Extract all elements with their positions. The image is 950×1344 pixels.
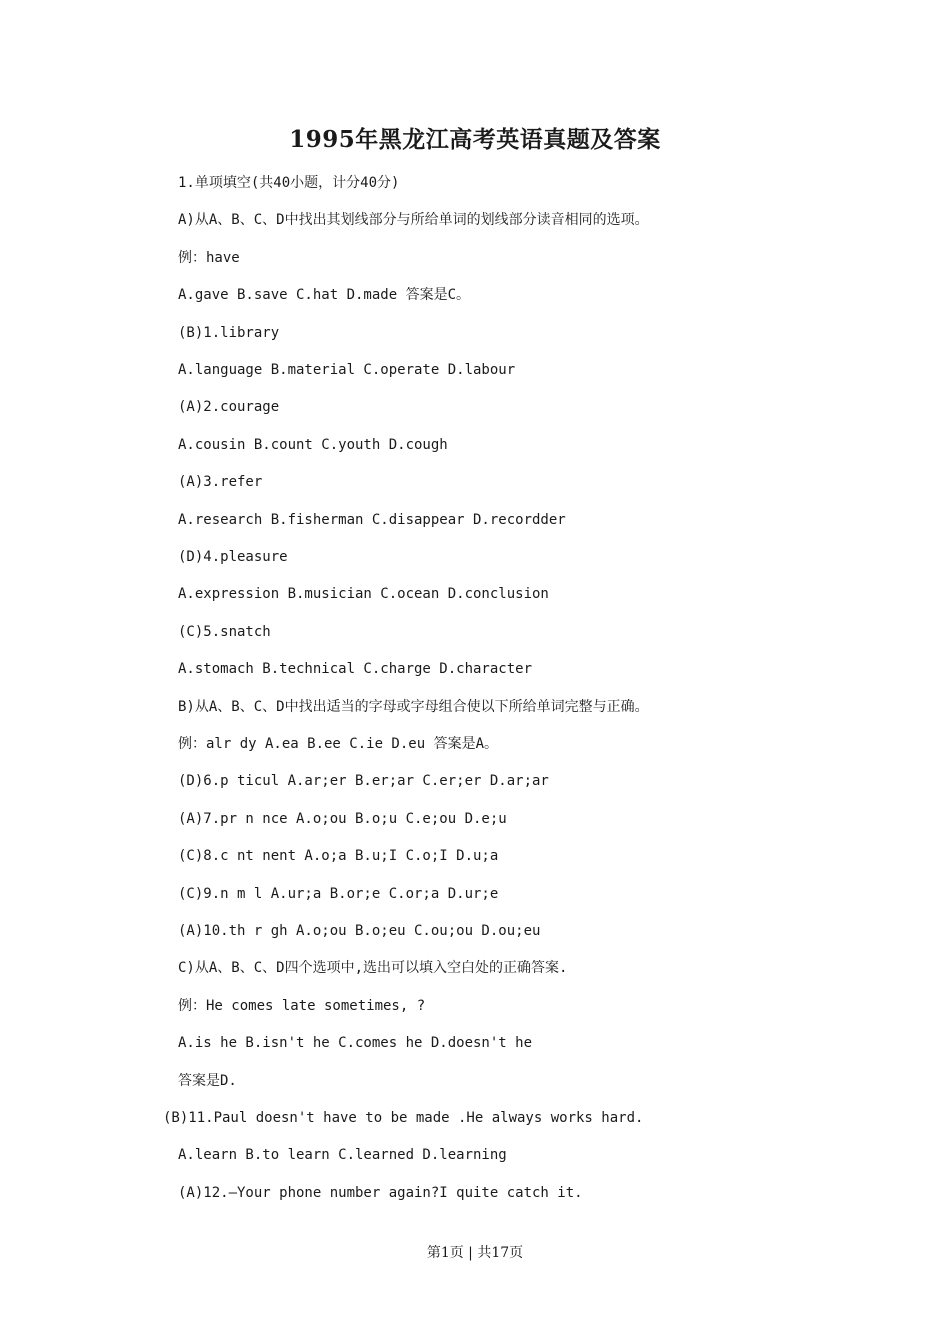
- text-line: A.expression B.musician C.ocean D.conclusion: [178, 586, 549, 603]
- text-line: A.learn B.to learn C.learned D.learning: [178, 1147, 507, 1164]
- text-line: (B)11.Paul doesn't have to be made .He always works hard.: [163, 1110, 644, 1126]
- text-line: 答案是D.: [178, 1072, 237, 1089]
- text-line: 1.单项填空(共40小题，计分40分): [178, 175, 400, 191]
- text-line: A.language B.material C.operate D.labour: [178, 362, 516, 378]
- text-line: A.gave B.save C.hat D.made 答案是C。: [178, 287, 471, 304]
- text-line: B)从A、B、C、D中找出适当的字母或字母组合使以下所给单词完整与正确。: [178, 698, 649, 715]
- text-line: (A)2.courage: [178, 399, 280, 416]
- text-line: (A)3.refer: [178, 474, 263, 491]
- text-line: C)从A、B、C、D四个选项中,选出可以填入空白处的正确答案.: [178, 960, 568, 977]
- text-line: (B)1.library: [178, 324, 280, 341]
- text-line: 例：have: [178, 249, 240, 266]
- text-line: (D)6.p ticul A.ar;er B.er;ar C.er;er D.ar;ar: [178, 773, 549, 790]
- text-line: A.research B.fisherman C.disappear D.recordder: [178, 511, 566, 528]
- text-line: (C)9.n m l A.ur;a B.or;e C.or;a D.ur;e: [178, 885, 499, 902]
- text-line: (A)7.pr n nce A.o;ou B.o;u C.e;ou D.e;u: [178, 810, 507, 827]
- text-line: A.stomach B.technical C.charge D.character: [178, 661, 533, 678]
- document-title: 1995年黑龙江高考英语真题及答案: [289, 126, 661, 153]
- text-line: A.is he B.isn't he C.comes he D.doesn't he: [178, 1035, 533, 1052]
- text-line: (A)10.th r gh A.o;ou B.o;eu C.ou;ou D.ou;eu: [178, 923, 541, 939]
- text-line: 例：He comes late sometimes, ?: [178, 997, 426, 1014]
- text-line: (A)12.—Your phone number again?I quite catch it.: [178, 1184, 583, 1201]
- text-line: A)从A、B、C、D中找出其划线部分与所给单词的划线部分读音相同的选项。: [178, 212, 649, 229]
- text-line: A.cousin B.count C.youth D.cough: [178, 436, 448, 453]
- text-line: 例：alr dy A.ea B.ee C.ie D.eu 答案是A。: [178, 736, 499, 752]
- text-line: (D)4.pleasure: [178, 549, 288, 565]
- page-footer: 第1页 | 共17页: [426, 1245, 524, 1261]
- text-line: (C)5.snatch: [178, 623, 271, 640]
- text-line: (C)8.c nt nent A.o;a B.u;I C.o;I D.u;a: [178, 848, 499, 865]
